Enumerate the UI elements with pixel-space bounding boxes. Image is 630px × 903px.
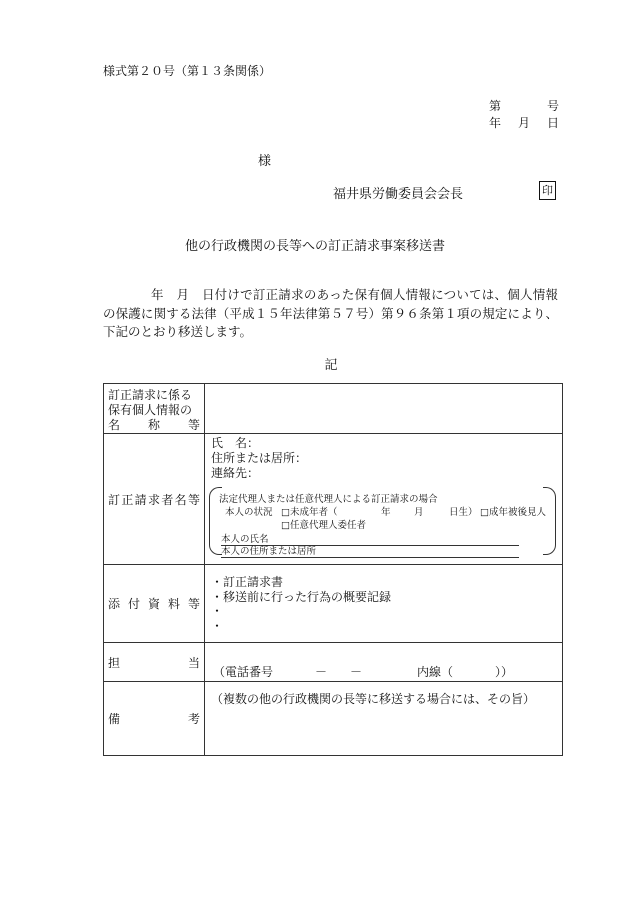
label-requester <box>104 434 205 565</box>
contact-field[interactable]: 連絡先： <box>211 466 260 480</box>
bracket-right <box>543 487 556 555</box>
table-row-attachments <box>104 565 563 643</box>
principal-name-field[interactable]: 本人の氏名 <box>221 531 519 546</box>
seal-stamp: 印 <box>539 181 556 200</box>
label-char: 等 <box>187 597 200 611</box>
phone-dash-2: － <box>350 665 363 679</box>
date-month: 月 <box>517 116 530 130</box>
value-info-name[interactable] <box>205 384 563 434</box>
number-go: 号 <box>546 99 559 113</box>
table-row-contact-person <box>104 643 563 682</box>
label-char: 名 <box>174 492 187 507</box>
address-field[interactable]: 住所または居所： <box>211 451 308 465</box>
date-day: 日 <box>546 116 559 130</box>
document-number <box>489 97 559 114</box>
attachments-label <box>104 595 204 612</box>
label-char: 称 <box>147 418 160 432</box>
attachment-item: ・訂正請求書 <box>211 575 284 589</box>
minor-checkbox[interactable]: □未成年者（ <box>281 507 338 518</box>
attachment-item: ・ <box>211 618 224 633</box>
table-row-info-name <box>104 384 563 434</box>
representative-section <box>209 487 556 557</box>
label-char: 付 <box>127 597 140 611</box>
transfer-table <box>103 383 563 756</box>
remarks-label <box>104 710 204 727</box>
addressee: 様 <box>258 154 272 169</box>
rep-status-label: 本人の状況 <box>225 507 273 518</box>
table-row-remarks <box>104 682 563 756</box>
attachment-item: ・ <box>211 604 224 618</box>
label-char: 備 <box>108 712 121 726</box>
rep-title: 法定代理人または任意代理人による訂正請求の場合 <box>219 494 438 505</box>
ki-heading: 記 <box>324 358 338 373</box>
label-line-2: 保有個人情報の <box>108 403 193 417</box>
label-contact-person <box>104 643 205 682</box>
name-field[interactable]: 氏 名： <box>211 436 260 450</box>
rep-month: 月 <box>414 507 424 518</box>
attachment-item: ・移送前に行った行為の概要記録 <box>211 589 392 604</box>
extension-close: ）） <box>495 665 514 679</box>
body-paragraph: 年 月 日付けで訂正請求のあった保有個人情報については、個人情報の保護に関する法律（平成１５年法律第５７号）第９６条第１項の規定により、下記のとおり移送します。 <box>103 287 558 339</box>
document-title: 他の行政機関の長等への訂正請求事案移送書 <box>184 239 445 254</box>
delegate-checkbox[interactable]: □任意代理人委任者 <box>281 520 366 531</box>
label-char: 名 <box>108 418 121 432</box>
value-attachments <box>205 565 563 643</box>
requester-label <box>104 491 204 508</box>
label-char: 料 <box>167 597 180 611</box>
rep-year: 年 <box>381 507 391 518</box>
label-line-1: 訂正請求に係る <box>108 388 193 402</box>
remarks-note: （複数の他の行政機関の長等に移送する場合には、その旨） <box>211 692 536 706</box>
document-date <box>489 114 559 131</box>
contact-person-label <box>104 643 204 671</box>
adult-ward-checkbox[interactable]: □成年被後見人 <box>480 507 546 518</box>
label-line-3 <box>108 418 200 433</box>
label-char: 求 <box>147 492 160 507</box>
table-row-requester <box>104 434 563 565</box>
form-id: 様式第２０号（第１３条関係） <box>103 64 272 78</box>
label-char: 正 <box>121 492 134 507</box>
principal-address-field[interactable]: 本人の住所または居所 <box>221 543 519 558</box>
value-requester <box>205 434 563 565</box>
value-contact-person <box>205 643 563 682</box>
sender: 福井県労働委員会会長 <box>333 187 464 202</box>
label-remarks <box>104 682 205 756</box>
extension-label: 内線（ <box>417 665 454 679</box>
date-year: 年 <box>489 116 502 130</box>
label-char: 当 <box>187 656 200 670</box>
phone-dash-1: － <box>315 665 328 679</box>
rep-birth: 日生） <box>449 507 478 518</box>
label-char: 等 <box>187 492 200 507</box>
label-char: 請 <box>134 492 147 507</box>
number-dai: 第 <box>489 99 502 113</box>
label-info-name <box>104 384 205 434</box>
value-remarks[interactable] <box>205 682 563 756</box>
label-char: 資 <box>147 597 160 611</box>
label-char: 等 <box>187 418 200 432</box>
label-char: 担 <box>108 656 121 670</box>
label-char: 添 <box>108 597 121 611</box>
label-char: 考 <box>187 712 200 726</box>
phone-label: （電話番号 <box>213 665 274 679</box>
label-attachments <box>104 565 205 643</box>
label-char: 者 <box>161 492 174 507</box>
label-char: 訂 <box>108 492 121 507</box>
